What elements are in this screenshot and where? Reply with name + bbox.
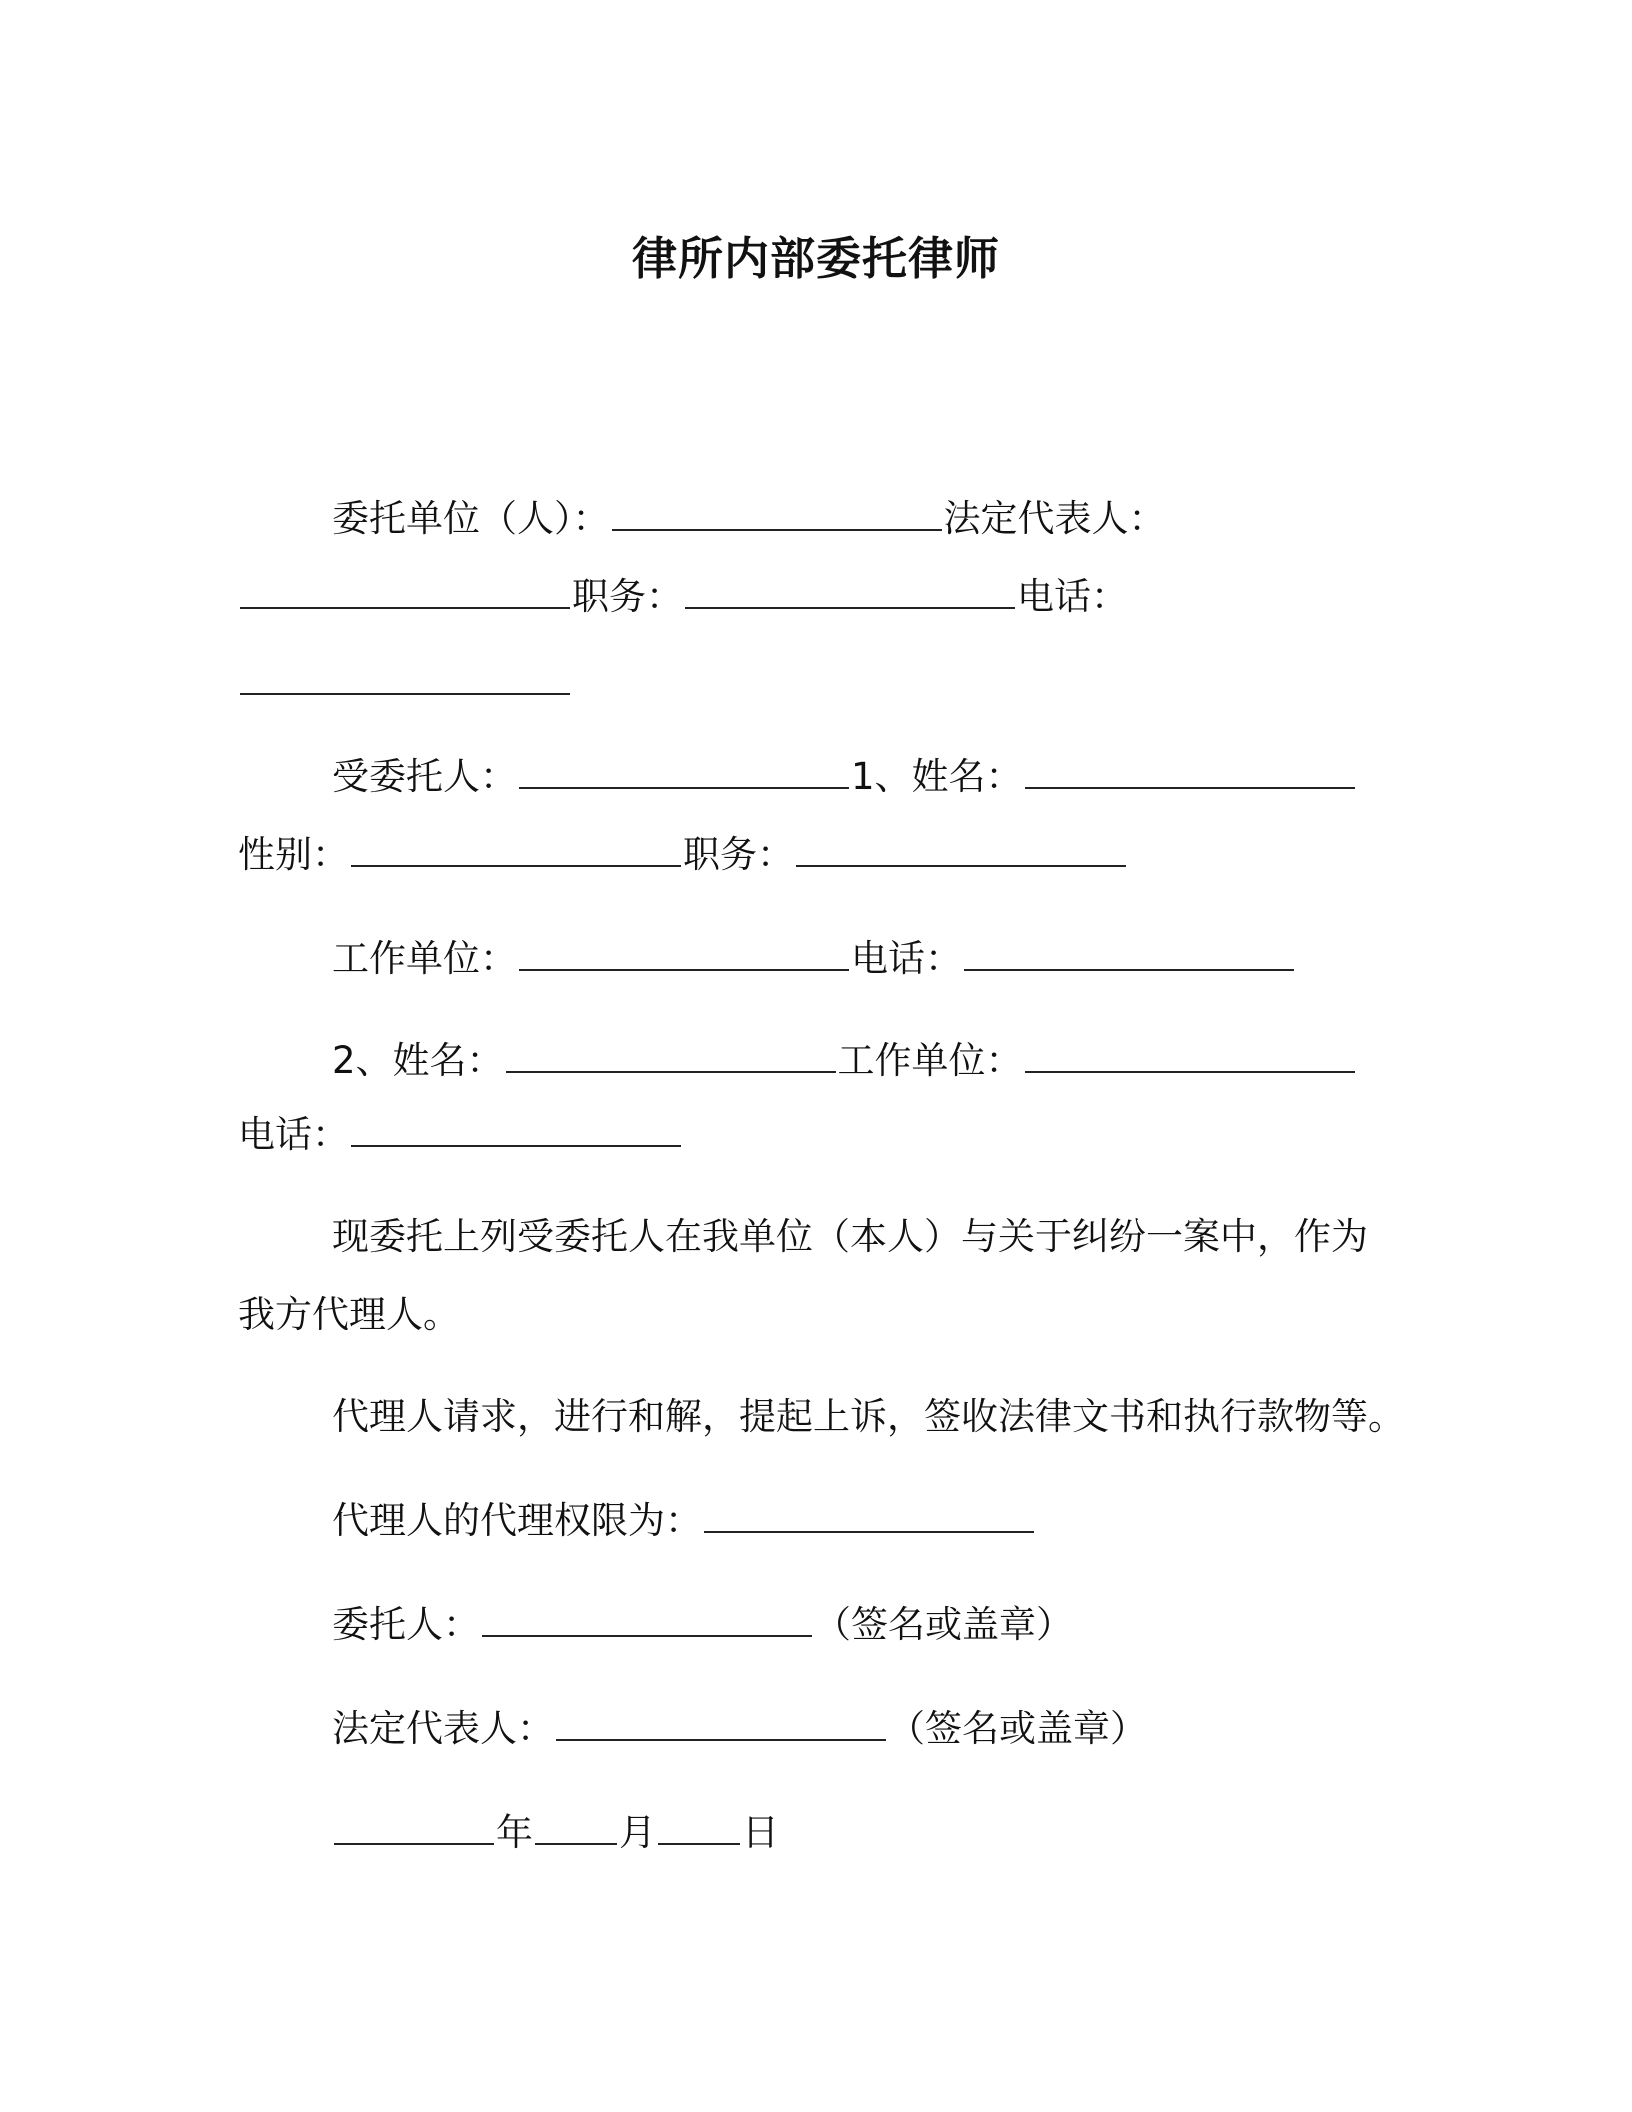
date-line [332,1808,779,1858]
agent-position-blank[interactable] [796,831,1126,867]
month-label: 月 [619,1811,656,1854]
agent-name2-line [332,1036,1357,1086]
agent-label: 受委托人： [332,755,517,798]
agent-phone2-blank[interactable] [351,1111,681,1147]
principal-note: （签名或盖章） [814,1603,1073,1646]
legal-rep-blank[interactable] [240,573,570,609]
legal-rep-note: （签名或盖章） [888,1707,1147,1750]
para1-line1: 现委托上列受委托人在我单位（本人）与关于纠纷一案中，作为 [332,1215,1368,1258]
client-phone-line [238,658,572,708]
legal-rep-signature-line [332,1704,1147,1754]
client-unit-blank[interactable] [612,495,942,531]
month-blank[interactable] [535,1809,617,1845]
agent-name1-label: 1、姓名： [851,755,1023,798]
agent-blank[interactable] [519,753,849,789]
authority-line [332,1496,1036,1546]
day-blank[interactable] [658,1809,740,1845]
agent-work-unit-label: 工作单位： [332,937,517,980]
document-title: 律所内部委托律师 [631,232,1000,285]
agent-line [332,752,1357,802]
client-position-label: 职务： [572,575,683,618]
para1-line2: 我方代理人。 [238,1293,460,1336]
agent-name1-blank[interactable] [1025,753,1355,789]
client-position-blank[interactable] [685,573,1015,609]
agent-name2-blank[interactable] [506,1037,836,1073]
principal-signature-blank[interactable] [482,1601,812,1637]
principal-label: 委托人： [332,1603,480,1646]
client-unit-label: 委托单位（人）： [332,497,610,540]
legal-rep-label: 法定代表人： [943,497,1166,540]
agent-gender-blank[interactable] [351,831,681,867]
year-blank[interactable] [334,1809,494,1845]
agent-gender-label: 性别： [238,833,349,876]
client-position-line [238,572,1128,622]
agent-phone-blank[interactable] [964,935,1294,971]
agent-name2-label: 2、姓名： [332,1039,504,1082]
agent-phone-label: 电话： [851,937,962,980]
client-phone-blank[interactable] [240,659,570,695]
para2: 代理人请求，进行和解，提起上诉，签收法律文书和执行款物等。 [332,1395,1405,1438]
year-label: 年 [496,1811,533,1854]
legal-rep-signature-label: 法定代表人： [332,1707,554,1750]
principal-signature-line [332,1600,1073,1650]
agent-work-unit2-blank[interactable] [1025,1037,1355,1073]
agent-gender-line [238,830,1128,880]
agent-phone2-line [238,1110,683,1160]
authority-blank[interactable] [704,1497,1034,1533]
client-phone-label: 电话： [1017,575,1128,618]
day-label: 日 [742,1811,779,1854]
agent-work-unit-blank[interactable] [519,935,849,971]
agent-work-line [332,934,1296,984]
agent-position-label: 职务： [683,833,794,876]
agent-phone2-label: 电话： [238,1113,349,1156]
legal-rep-signature-blank[interactable] [556,1705,886,1741]
agent-work-unit2-label: 工作单位： [837,1039,1023,1082]
authority-label: 代理人的代理权限为： [332,1499,702,1542]
client-unit-line [332,494,1166,544]
